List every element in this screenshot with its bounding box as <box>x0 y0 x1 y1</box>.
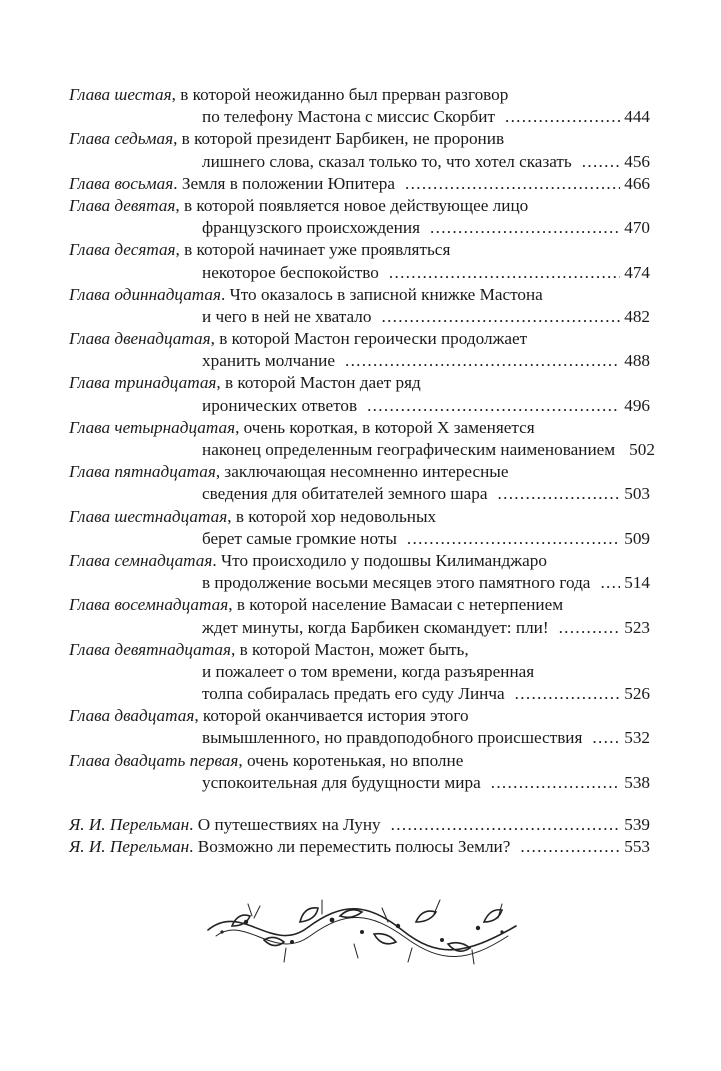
chapter-name: Глава шестая <box>69 85 172 104</box>
toc-entry <box>69 328 650 372</box>
section-gap <box>69 794 650 814</box>
chapter-name: Глава восемнадцатая <box>69 595 229 615</box>
dot-leader <box>430 217 620 239</box>
chapter-name: Глава пятнадцатая <box>69 462 216 482</box>
dot-leader <box>391 814 621 836</box>
chapter-title-line: успокоительная для будущности мира <box>202 772 481 792</box>
chapter-separator: , <box>215 462 225 482</box>
toc-line <box>69 639 650 661</box>
page-number: 514 <box>624 573 650 593</box>
toc-line <box>69 727 650 749</box>
chapter-title-line: по телефону Мастона с миссис Скорбит <box>202 107 495 127</box>
entry-text <box>69 462 508 481</box>
chapter-name: Глава десятая <box>69 240 176 260</box>
entry-text <box>69 640 469 659</box>
chapter-separator: , <box>235 417 244 437</box>
dot-leader <box>592 727 620 749</box>
entry-text <box>202 683 505 705</box>
dot-leader <box>505 106 620 128</box>
toc-line <box>69 772 650 794</box>
page-number: 474 <box>624 262 650 282</box>
dot-leader <box>345 350 620 372</box>
toc-entry <box>69 195 650 239</box>
entry-text <box>202 106 495 128</box>
toc-line <box>69 239 650 261</box>
chapter-title-line: в которой Мастон дает ряд <box>225 373 421 393</box>
entry-text <box>69 751 463 770</box>
toc-line <box>69 683 650 705</box>
dot-leader <box>520 836 620 858</box>
page-number: 502 <box>629 440 655 459</box>
entry-text <box>69 373 421 392</box>
toc-entry <box>69 84 650 128</box>
chapter-title-line: ждет минуты, когда Барбикен скомандует: пли! <box>202 617 549 637</box>
toc-entry <box>69 506 650 550</box>
chapter-title-line: и чего в ней не хватало <box>202 306 372 326</box>
table-of-contents <box>69 84 655 858</box>
chapter-title-line: очень коротенькая, но вполне <box>246 750 464 770</box>
toc-entry <box>69 594 650 638</box>
appendix-list <box>69 814 650 858</box>
chapter-title-line: Что происходило у подошвы Килиманджаро <box>220 550 547 570</box>
chapter-title-line: лишнего слова, сказал только то, что хотел сказать <box>202 151 572 171</box>
toc-line <box>69 572 650 594</box>
entry-text <box>69 196 528 215</box>
entry-text <box>202 572 590 594</box>
chapter-name: Глава девятая <box>69 195 176 215</box>
toc-line <box>69 128 650 150</box>
chapter-title-line: сведения для обитателей земного шара <box>202 484 488 504</box>
toc-line <box>69 461 650 483</box>
page-number: 538 <box>624 772 650 792</box>
article-title: Возможно ли переместить полюсы Земли? <box>197 837 511 857</box>
chapter-separator: , <box>228 595 237 615</box>
page-number: 496 <box>624 395 650 415</box>
author-name: Я. И. Перельман <box>69 815 190 834</box>
page-number: 482 <box>624 306 650 326</box>
dot-leader <box>381 306 620 328</box>
page-number: 488 <box>624 351 650 371</box>
dot-leader <box>367 395 620 417</box>
toc-line <box>69 506 650 528</box>
toc-entry <box>69 128 650 172</box>
toc-line <box>69 372 650 394</box>
entry-text <box>69 85 508 104</box>
toc-entry <box>69 239 650 283</box>
chapter-separator: , <box>171 85 181 104</box>
chapter-title-line: хранить молчание <box>202 351 335 371</box>
chapter-separator: , <box>194 706 203 726</box>
page-number: 523 <box>624 617 650 637</box>
page-number: 539 <box>624 815 650 834</box>
page-number: 444 <box>624 107 650 127</box>
chapter-name: Глава четырнадцатая <box>69 417 236 437</box>
page-number: 532 <box>624 728 650 748</box>
entry-text <box>202 151 572 173</box>
toc-line <box>69 705 650 727</box>
entry-text <box>202 662 534 681</box>
entry-text <box>69 595 563 614</box>
entry-text <box>69 814 381 836</box>
toc-line <box>69 350 650 372</box>
chapter-title-line: в которой население Вамасаи с нетерпением <box>236 595 564 615</box>
page-number: 503 <box>624 484 650 504</box>
chapter-title-line: берет самые громкие ноты <box>202 528 397 548</box>
toc-line <box>69 395 650 417</box>
entry-text <box>202 306 371 328</box>
entry-text <box>202 395 357 417</box>
toc-line <box>69 594 650 616</box>
toc-line <box>69 173 650 195</box>
chapter-title-line: очень короткая, в которой X заменяется <box>243 417 535 437</box>
page-number: 526 <box>624 684 650 704</box>
dot-leader <box>407 528 620 550</box>
author-separator: . <box>189 837 198 857</box>
chapter-separator: . <box>173 173 182 193</box>
chapter-separator: , <box>175 195 184 215</box>
chapter-separator: . <box>212 550 221 570</box>
toc-line <box>69 439 655 461</box>
toc-line <box>69 483 650 505</box>
toc-line <box>69 661 650 683</box>
chapter-title-line: и пожалеет о том времени, когда разъяренная <box>202 661 535 681</box>
toc-entry <box>69 461 650 505</box>
entry-text <box>202 217 420 239</box>
chapter-title-line: Земля в положении Юпитера <box>181 173 396 193</box>
entry-text <box>69 551 547 570</box>
floral-vine-ornament-icon <box>202 892 522 972</box>
toc-line <box>69 328 650 350</box>
article-title: О путешествиях на Луну <box>197 815 381 834</box>
toc-line <box>69 106 650 128</box>
chapter-list <box>69 84 655 794</box>
entry-text <box>69 706 469 725</box>
chapter-title-line: в которой неожиданно был прерван разговор <box>180 85 509 104</box>
chapter-name: Глава восьмая <box>69 173 174 193</box>
chapter-name: Глава седьмая <box>69 129 174 149</box>
chapter-name: Глава двадцать первая <box>69 750 239 770</box>
dot-leader <box>582 151 620 173</box>
entry-text <box>202 772 481 794</box>
chapter-name: Глава двенадцатая <box>69 329 211 349</box>
page-number: 470 <box>624 218 650 238</box>
chapter-title-line: вымышленного, но правдоподобного происшествия <box>202 728 583 748</box>
entry-text <box>202 528 397 550</box>
entry-text <box>69 836 510 858</box>
toc-entry <box>69 417 655 461</box>
chapter-name: Глава двадцатая <box>69 706 195 726</box>
entry-text <box>69 507 436 526</box>
toc-line <box>69 550 650 572</box>
entry-text <box>69 240 450 259</box>
toc-line <box>69 217 650 239</box>
entry-text <box>202 439 615 461</box>
dot-leader <box>515 683 621 705</box>
entry-text <box>202 617 549 639</box>
chapter-separator: , <box>230 639 240 659</box>
toc-entry <box>69 550 650 594</box>
dot-leader <box>600 572 620 594</box>
appendix-entry <box>69 836 650 858</box>
appendix-entry <box>69 814 650 836</box>
entry-text <box>69 129 504 148</box>
chapter-name: Глава тринадцатая <box>69 373 217 393</box>
dot-leader <box>498 483 621 505</box>
chapter-title-line: некоторое беспокойство <box>202 262 379 282</box>
chapter-title-line: которой оканчивается история этого <box>202 706 469 726</box>
chapter-separator: , <box>175 240 185 260</box>
entry-text <box>69 173 395 195</box>
toc-line <box>69 750 650 772</box>
chapter-separator: , <box>210 329 220 349</box>
chapter-name: Глава одиннадцатая <box>69 284 221 304</box>
entry-text <box>202 350 335 372</box>
toc-line <box>69 84 650 106</box>
toc-line <box>69 528 650 550</box>
chapter-title-line: толпа собиралась предать его суду Линча <box>202 684 505 704</box>
chapter-separator: , <box>227 506 236 526</box>
toc-entry <box>69 284 650 328</box>
chapter-title-line: в продолжение восьми месяцев этого памятного года <box>202 573 591 593</box>
toc-line <box>69 195 650 217</box>
page-number: 509 <box>624 528 650 548</box>
chapter-separator: , <box>238 750 247 770</box>
toc-line <box>69 417 650 439</box>
page-number: 456 <box>624 151 650 171</box>
dot-leader <box>559 617 621 639</box>
chapter-name: Глава шестнадцатая <box>69 506 228 526</box>
chapter-title-line: в которой хор недовольных <box>235 506 437 526</box>
chapter-title-line: Что оказалось в записной книжке Мастона <box>229 284 543 304</box>
chapter-separator: , <box>173 129 182 149</box>
toc-entry <box>69 750 650 794</box>
chapter-title-line: в которой президент Барбикен, не проронив <box>181 129 505 149</box>
chapter-name: Глава девятнадцатая <box>69 639 231 659</box>
chapter-title-line: в которой начинает уже проявляться <box>184 240 451 260</box>
toc-entry <box>69 639 650 706</box>
entry-text <box>202 727 582 749</box>
toc-line <box>69 306 650 328</box>
page-number: 553 <box>624 837 650 857</box>
chapter-separator: . <box>221 284 230 304</box>
page-number: 466 <box>624 173 650 193</box>
entry-text <box>69 329 527 348</box>
chapter-title-line: в которой Мастон героически продолжает <box>219 329 528 349</box>
toc-entry <box>69 173 650 195</box>
chapter-title-line: наконец определенным географическим наименованием <box>202 440 616 459</box>
chapter-title-line: французского происхождения <box>202 218 420 238</box>
toc-line <box>69 262 650 284</box>
author-name: Я. И. Перельман <box>69 837 190 857</box>
toc-line <box>69 151 650 173</box>
entry-text <box>202 483 488 505</box>
toc-line <box>69 284 650 306</box>
dot-leader <box>405 173 620 195</box>
toc-entry <box>69 372 650 416</box>
entry-text <box>202 262 379 284</box>
chapter-title-line: в которой Мастон, может быть, <box>239 639 469 659</box>
chapter-separator: , <box>216 373 226 393</box>
toc-line <box>69 617 650 639</box>
dot-leader <box>491 772 621 794</box>
dot-leader <box>389 262 620 284</box>
chapter-title-line: в которой появляется новое действующее лицо <box>183 195 529 215</box>
author-separator: . <box>189 815 198 834</box>
chapter-title-line: иронических ответов <box>202 395 358 415</box>
entry-text <box>69 418 535 437</box>
entry-text <box>69 285 543 304</box>
toc-entry <box>69 705 650 749</box>
chapter-name: Глава семнадцатая <box>69 550 213 570</box>
chapter-title-line: заключающая несомненно интересные <box>224 462 509 482</box>
